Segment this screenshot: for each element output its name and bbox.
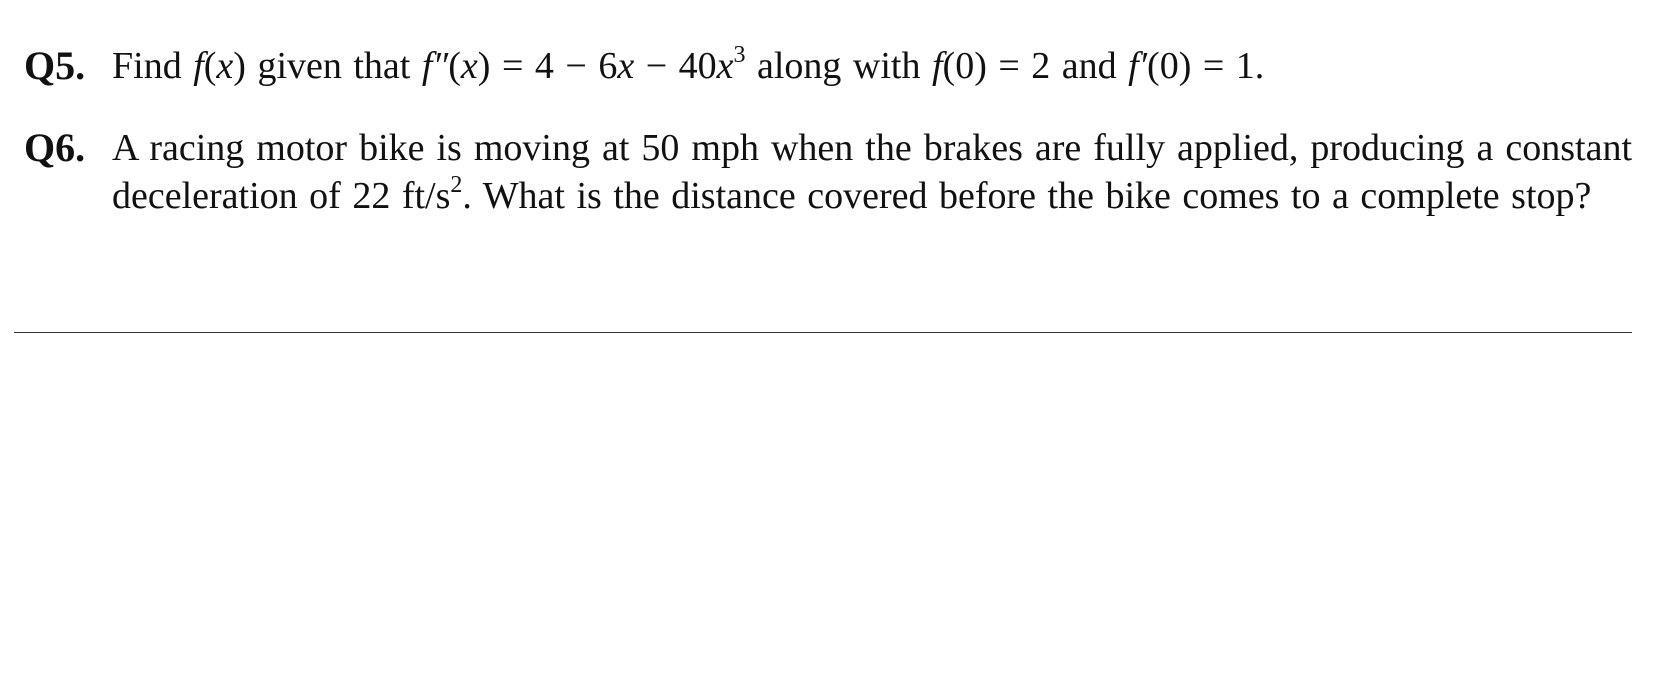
f-of-x: f(x) bbox=[193, 45, 246, 87]
question-text-part1: A racing motor bike is moving at 50 mph when the brakes are fully applied, producing a constant deceleration of 22 ft/s bbox=[112, 127, 1632, 217]
initial-condition-f: f(0) = 2 bbox=[931, 45, 1051, 87]
horizontal-divider bbox=[14, 332, 1632, 333]
f0-value: 2 bbox=[1031, 45, 1051, 87]
linear-coefficient: 6 bbox=[598, 45, 618, 87]
given-that-words: given that bbox=[257, 45, 411, 87]
second-derivative-symbol: f″ bbox=[421, 45, 449, 87]
cubic-exponent: 3 bbox=[733, 42, 746, 68]
question-number: Q6. bbox=[24, 125, 86, 170]
along-with-words: along with bbox=[757, 45, 921, 87]
find-word: Find bbox=[112, 45, 182, 87]
function-symbol: f bbox=[193, 45, 204, 87]
question-text bbox=[112, 42, 1632, 90]
question-text bbox=[112, 124, 1632, 220]
question-number: Q5. bbox=[24, 43, 86, 88]
second-derivative-equation: $f''(x) = 4 - 6x - 40x^3$ bbox=[421, 42, 746, 87]
constant-term: 4 bbox=[534, 45, 554, 87]
variable-symbol: x bbox=[216, 45, 234, 87]
question-text-part2: . What is the distance covered before the bike comes to a complete stop? bbox=[462, 175, 1592, 217]
unit-exponent: 2 bbox=[450, 172, 463, 198]
first-derivative-symbol: f′ bbox=[1128, 45, 1148, 87]
cubic-coefficient: 40 bbox=[678, 45, 717, 87]
initial-condition-fprime: f′(0) = 1. bbox=[1128, 45, 1265, 87]
fprime0-value: 1 bbox=[1235, 45, 1255, 87]
and-word: and bbox=[1061, 45, 1117, 87]
